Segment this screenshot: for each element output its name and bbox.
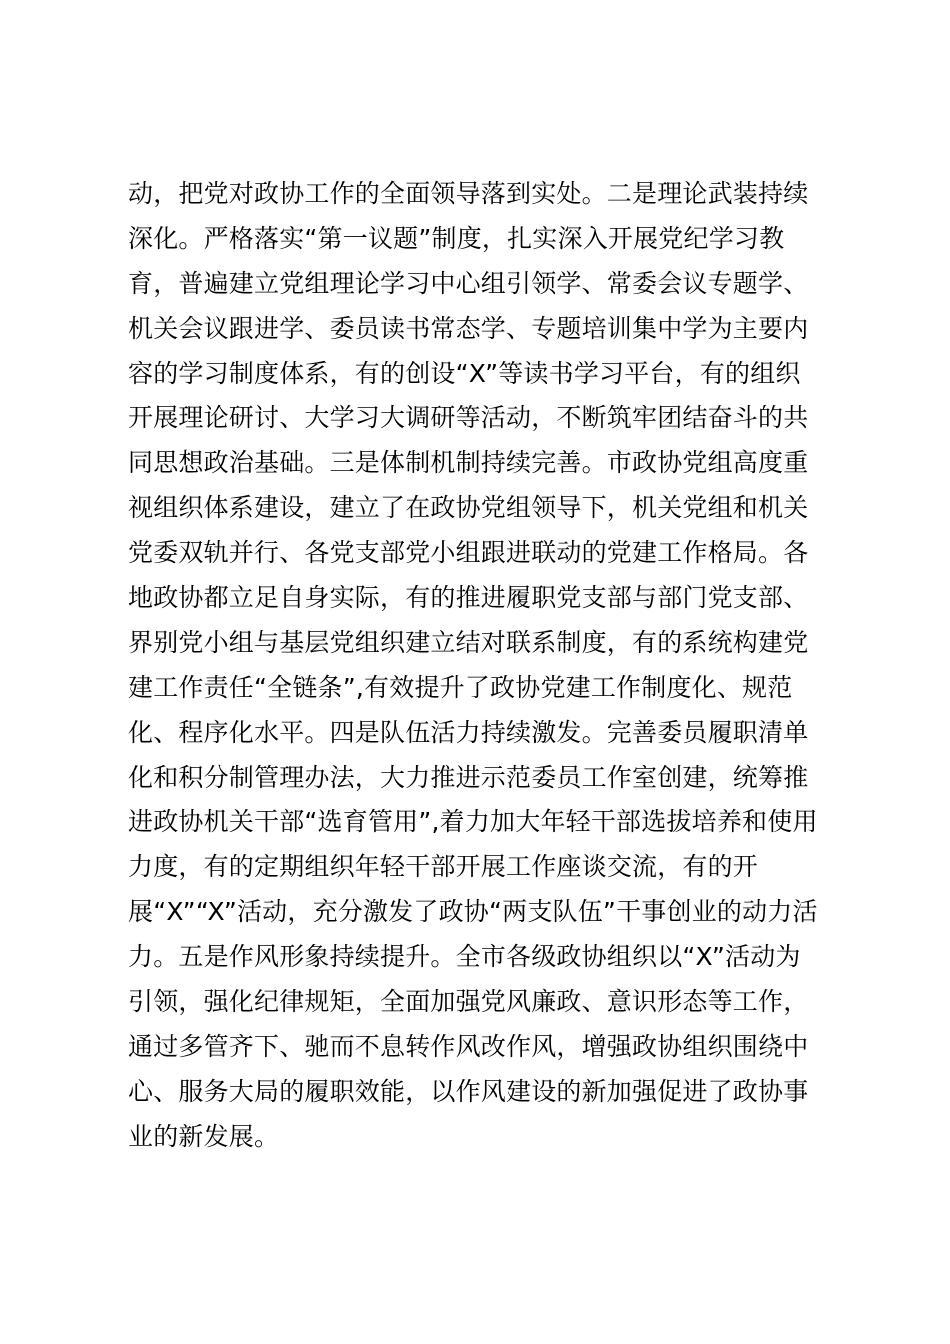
text-line: 心、服务大局的履职效能，以作风建设的新加强促进了政协事 [128, 1076, 809, 1106]
text-line: 开展理论研讨、大学习大调研等活动，不断筑牢团结奋斗的共 [128, 403, 809, 433]
text-line: 展“X”“X”活动，充分激发了政协“两支队伍”干事创业的动力活 [128, 897, 818, 927]
text-line: 深化。严格落实“第一议题”制度，扎实深入开展党纪学习教 [128, 223, 785, 253]
text-line: 力度，有的定期组织年轻干部开展工作座谈交流，有的开 [128, 852, 759, 882]
body-paragraph [128, 172, 848, 1160]
text-line: 业的新发展。 [128, 1121, 280, 1151]
text-line: 界别党小组与基层党组织建立结对联系制度，有的系统构建党 [128, 627, 809, 657]
text-line: 党委双轨并行、各党支部党小组跟进联动的党建工作格局。各 [128, 538, 809, 568]
text-line: 同思想政治基础。三是体制机制持续完善。市政协党组高度重 [128, 448, 809, 478]
text-line: 进政协机关干部“选育管用”,着力加大年轻干部选拔培养和使用 [128, 807, 818, 837]
text-line: 视组织体系建设，建立了在政协党组领导下，机关党组和机关 [128, 493, 809, 523]
text-line: 机关会议跟进学、委员读书常态学、专题培训集中学为主要内 [128, 313, 809, 343]
text-line: 化、程序化水平。四是队伍活力持续激发。完善委员履职清单 [128, 717, 809, 747]
text-line: 建工作责任“全链条”,有效提升了政协党建工作制度化、规范 [128, 672, 793, 702]
text-line: 引领，强化纪律规矩，全面加强党风廉政、意识形态等工作， [128, 987, 809, 1017]
text-line: 通过多管齐下、驰而不息转作风改作风，增强政协组织围绕中 [128, 1031, 809, 1061]
text-line: 容的学习制度体系，有的创设“X”等读书学习平台，有的组织 [128, 358, 801, 388]
text-line: 力。五是作风形象持续提升。全市各级政协组织以“X”活动为 [128, 942, 801, 972]
text-line: 动，把党对政协工作的全面领导落到实处。二是理论武装持续 [128, 179, 809, 208]
text-line: 化和积分制管理办法，大力推进示范委员工作室创建，统筹推 [128, 762, 809, 792]
text-line: 地政协都立足自身实际，有的推进履职党支部与部门党支部、 [128, 583, 809, 613]
text-line: 育，普遍建立党组理论学习中心组引领学、常委会议专题学、 [128, 268, 809, 298]
